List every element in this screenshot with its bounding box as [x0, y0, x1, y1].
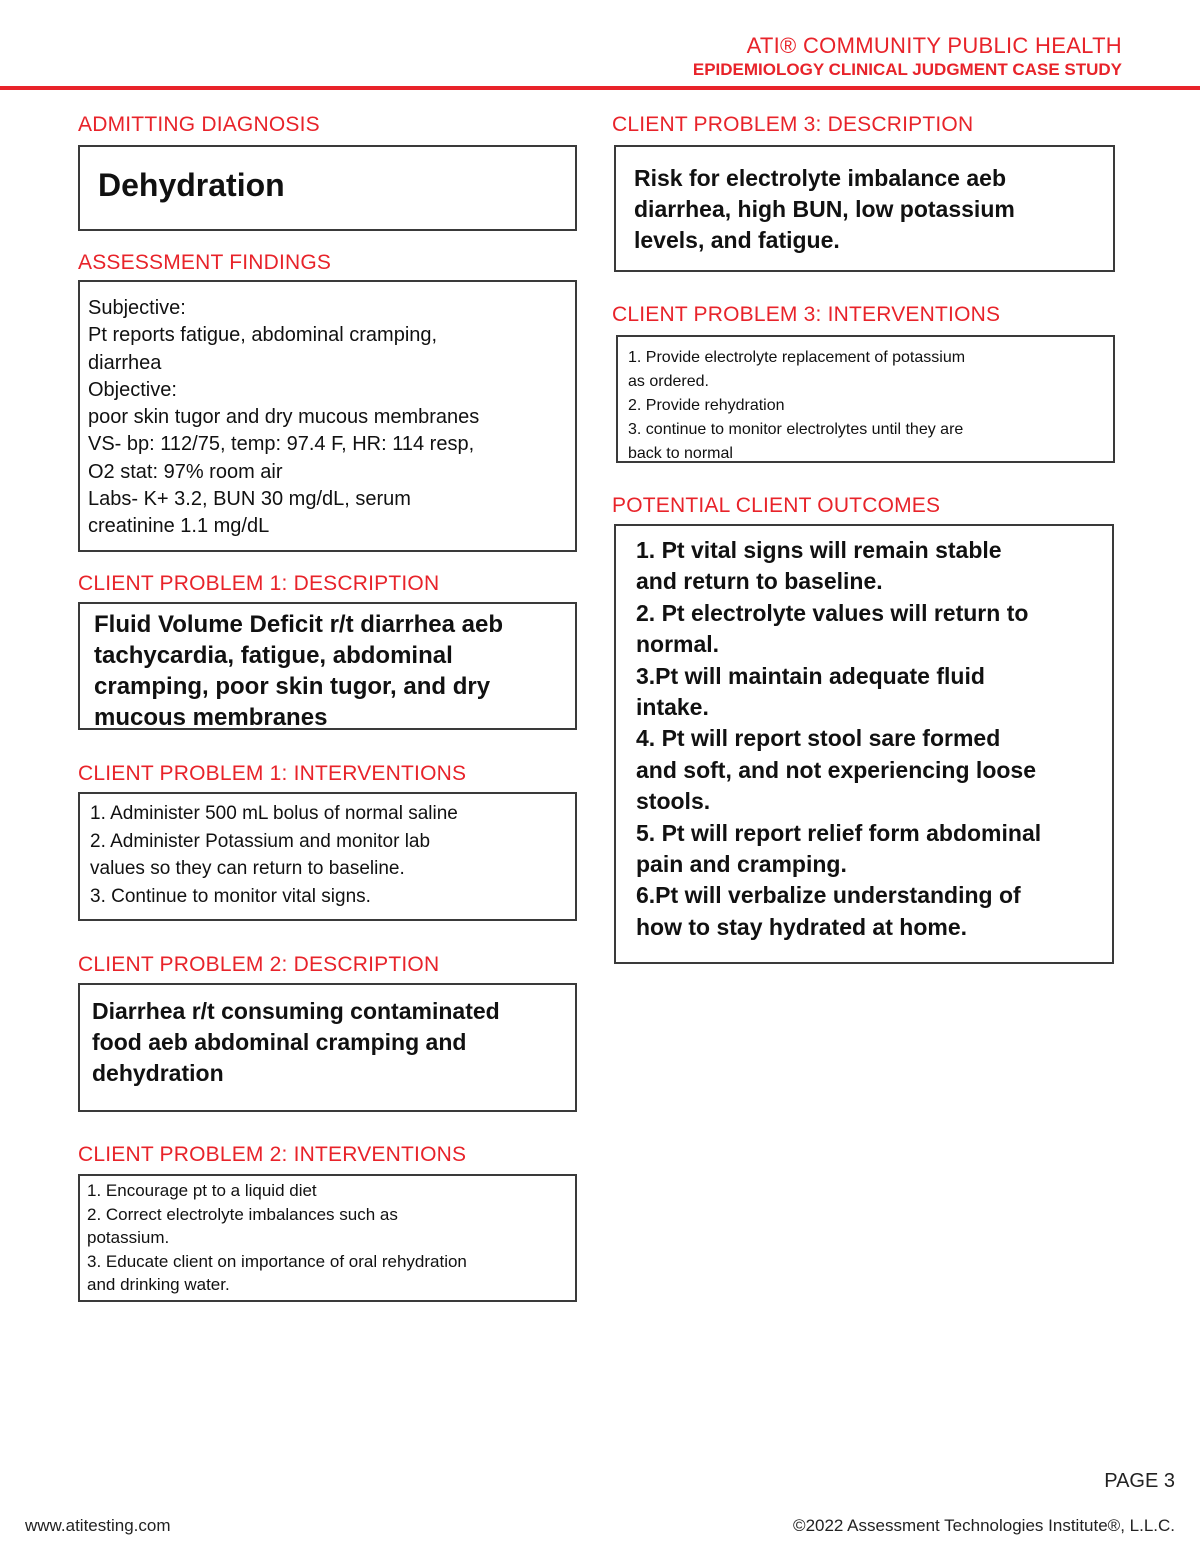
problem3-intervention-line: back to normal [628, 445, 733, 462]
footer-url-link[interactable]: www.atitesting.com [25, 1516, 171, 1535]
admitting-diagnosis-value: Dehydration [98, 167, 285, 203]
problem1-intervention-line: 3. Continue to monitor vital signs. [90, 885, 371, 907]
problem1-description-line: mucous membranes [94, 704, 328, 730]
outcome-line: 2. Pt electrolyte values will return to [636, 599, 1029, 626]
assessment-line: Pt reports fatigue, abdominal cramping, [88, 324, 438, 347]
problem3-description-line: diarrhea, high BUN, low potassium [634, 196, 1015, 222]
assessment-line: diarrhea [88, 351, 162, 374]
problem2-description-line: Diarrhea r/t consuming contaminated [92, 998, 500, 1024]
outcome-line: stools. [636, 788, 711, 815]
problem3-intervention-line: 1. Provide electrolyte replacement of potassium [628, 349, 966, 366]
outcome-line: pain and cramping. [636, 851, 847, 878]
problem2-description-box [78, 983, 577, 1112]
assessment-line: creatinine 1.1 mg/dL [88, 515, 270, 538]
header-divider [0, 86, 1200, 90]
outcome-line: intake. [636, 694, 709, 721]
problem3-intervention-line: as ordered. [628, 373, 709, 390]
assessment-line: Objective: [88, 378, 177, 401]
problem3-interventions-label: CLIENT PROBLEM 3: INTERVENTIONS [612, 303, 1001, 326]
problem2-intervention-line: and drinking water. [87, 1275, 230, 1294]
problem3-description-line: Risk for electrolyte imbalance aeb [634, 165, 1006, 191]
problem1-intervention-line: values so they can return to baseline. [90, 858, 405, 880]
problem2-description-line: food aeb abdominal cramping and [92, 1029, 467, 1055]
problem1-description-line: cramping, poor skin tugor, and dry [94, 673, 491, 700]
problem3-intervention-line: 2. Provide rehydration [628, 397, 785, 414]
outcome-line: 1. Pt vital signs will remain stable [636, 537, 1002, 563]
problem2-intervention-line: 2. Correct electrolyte imbalances such as [87, 1204, 398, 1224]
header-title: ATI® COMMUNITY PUBLIC HEALTH [746, 33, 1122, 58]
problem2-interventions-box [78, 1174, 577, 1302]
problem2-description-label: CLIENT PROBLEM 2: DESCRIPTION [78, 953, 440, 976]
potential-outcomes-box [614, 524, 1114, 964]
problem1-interventions-box [78, 792, 577, 921]
outcome-line: and soft, and not experiencing loose [636, 756, 1036, 783]
problem3-description-label: CLIENT PROBLEM 3: DESCRIPTION [612, 113, 974, 136]
problem1-interventions-label: CLIENT PROBLEM 1: INTERVENTIONS [78, 762, 467, 785]
outcome-line: 4. Pt will report stool sare formed [636, 725, 1001, 752]
outcome-line: 3.Pt will maintain adequate fluid [636, 662, 985, 689]
assessment-line: O2 stat: 97% room air [88, 460, 283, 483]
problem3-description-line: levels, and fatigue. [634, 227, 840, 253]
problem2-interventions-label: CLIENT PROBLEM 2: INTERVENTIONS [78, 1143, 467, 1166]
problem2-description-line: dehydration [92, 1060, 224, 1086]
problem2-intervention-line: 3. Educate client on importance of oral rehydration [87, 1251, 467, 1271]
problem2-intervention-line: 1. Encourage pt to a liquid diet [87, 1181, 317, 1200]
assessment-line: VS- bp: 112/75, temp: 97.4 F, HR: 114 resp, [88, 433, 475, 456]
problem3-intervention-line: 3. continue to monitor electrolytes until they are [628, 421, 964, 438]
header-subtitle: EPIDEMIOLOGY CLINICAL JUDGMENT CASE STUDY [692, 60, 1122, 79]
problem1-description-line: Fluid Volume Deficit r/t diarrhea aeb [94, 611, 503, 638]
outcome-line: normal. [636, 631, 720, 658]
assessment-line: Subjective: [88, 297, 186, 319]
problem1-description-line: tachycardia, fatigue, abdominal [94, 642, 453, 669]
assessment-line: poor skin tugor and dry mucous membranes [88, 406, 480, 429]
admitting-diagnosis-label: ADMITTING DIAGNOSIS [78, 113, 320, 136]
potential-outcomes-label: POTENTIAL CLIENT OUTCOMES [612, 494, 941, 517]
outcome-line: how to stay hydrated at home. [636, 913, 967, 940]
page-number: PAGE 3 [1104, 1470, 1175, 1492]
assessment-findings-box [78, 280, 577, 552]
problem3-description-box [614, 145, 1115, 272]
problem1-intervention-line: 2. Administer Potassium and monitor lab [90, 830, 431, 852]
outcome-line: 6.Pt will verbalize understanding of [636, 882, 1021, 909]
problem1-description-label: CLIENT PROBLEM 1: DESCRIPTION [78, 572, 440, 595]
problem1-description-box [78, 602, 577, 730]
outcome-line: and return to baseline. [636, 568, 883, 595]
problem1-intervention-line: 1. Administer 500 mL bolus of normal saline [90, 803, 458, 824]
assessment-findings-label: ASSESSMENT FINDINGS [78, 251, 332, 274]
problem2-intervention-line: potassium. [87, 1228, 170, 1247]
problem3-interventions-box [616, 335, 1115, 463]
footer-copyright: ©2022 Assessment Technologies Institute®, L.L.C. [793, 1516, 1175, 1535]
admitting-diagnosis-box [78, 145, 577, 231]
assessment-line: Labs- K+ 3.2, BUN 30 mg/dL, serum [88, 488, 411, 511]
outcome-line: 5. Pt will report relief form abdominal [636, 819, 1042, 846]
